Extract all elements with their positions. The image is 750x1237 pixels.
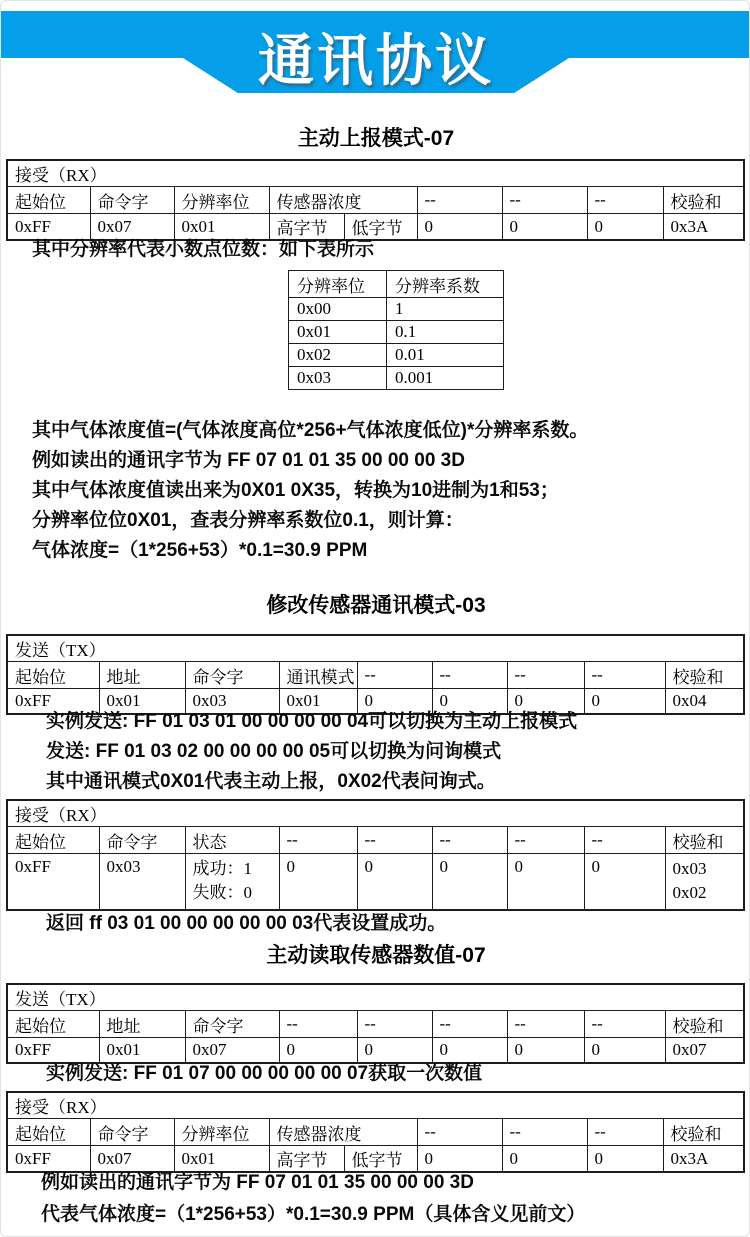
table-caption-row [7, 800, 744, 827]
cell: 0x07 [185, 1038, 279, 1063]
cell: 0x04 [665, 689, 744, 714]
cell: -- [584, 1011, 665, 1038]
cell: -- [507, 662, 584, 689]
cell: 分辨率位 [174, 1119, 269, 1146]
rx-report-frame-table [6, 159, 745, 241]
cell: 0x3A [663, 1146, 744, 1173]
cell: -- [502, 1119, 587, 1146]
rx-status-frame-table [6, 799, 745, 911]
cell: 命令字 [185, 1011, 279, 1038]
cell: -- [502, 187, 587, 214]
cell: 0 [507, 854, 584, 910]
cell: -- [587, 187, 663, 214]
cell: 起始位 [7, 1119, 90, 1146]
cell: 0xFF [7, 1146, 90, 1173]
cell: 0.001 [387, 367, 504, 390]
cell: 0x3A [663, 214, 744, 241]
cell: 地址 [99, 662, 185, 689]
cell: 命令字 [185, 662, 279, 689]
cell: 0x01 [289, 321, 387, 344]
cell: 校验和 [665, 1011, 744, 1038]
table-header-row [7, 1119, 744, 1146]
table-row [7, 854, 744, 910]
cell: 0 [432, 689, 507, 714]
cell: 校验和 [665, 662, 744, 689]
cell: -- [357, 662, 432, 689]
cell: 起始位 [7, 827, 99, 854]
cell: 接受（RX） [7, 800, 744, 827]
table-caption-row [7, 635, 744, 662]
cell: 0x03 [185, 689, 279, 714]
footer-line: 代表气体浓度=（1*256+53）*0.1=30.9 PPM（具体含义见前文） [41, 1204, 586, 1225]
cell: 0 [587, 214, 663, 241]
cell: 0x01 [174, 214, 269, 241]
mode-switch-notes [46, 707, 577, 797]
cell: 0 [279, 854, 357, 910]
table-header-row [7, 187, 744, 214]
cell: -- [432, 1011, 507, 1038]
cell: 0 [279, 1038, 357, 1063]
cell: 0x02 [289, 344, 387, 367]
cell: 低字节 [344, 214, 417, 241]
cell: 0 [587, 1146, 663, 1173]
cell: 0 [417, 214, 502, 241]
table-row [289, 298, 504, 321]
status-cell [185, 854, 279, 910]
resolution-note: 其中分辨率代表小数点位数：如下表所示 [32, 239, 375, 260]
cell: 0xFF [7, 854, 99, 910]
table-header-row [7, 662, 744, 689]
paragraph-line: 其中气体浓度值读出来为0X01 0X35，转换为10进制为1和53； [32, 480, 559, 501]
table-caption-row [7, 984, 744, 1011]
cell: 分辨率位 [174, 187, 269, 214]
cell: 0x01 [99, 1038, 185, 1063]
cell: 起始位 [7, 662, 99, 689]
table-row [289, 344, 504, 367]
set-success-note: 返回 ff 03 01 00 00 00 00 00 03代表设置成功。 [46, 913, 447, 934]
cell: -- [507, 827, 584, 854]
cell: 0x07 [90, 214, 174, 241]
cell: 起始位 [7, 1011, 99, 1038]
page-title: 通讯协议 [258, 29, 494, 92]
cell: 0 [432, 1038, 507, 1063]
resolution-coefficient-table [288, 270, 504, 390]
checksum-cell [665, 854, 744, 910]
cell: -- [279, 1011, 357, 1038]
cell: 0 [507, 689, 584, 714]
cell: 0 [357, 1038, 432, 1063]
cell: -- [584, 662, 665, 689]
table-row [289, 321, 504, 344]
checksum-line: 0x02 [672, 883, 707, 902]
status-fail: 失败：0 [192, 883, 252, 902]
cell: 发送（TX） [7, 635, 744, 662]
note-line: 其中通讯模式0X01代表主动上报，0X02代表问询式。 [46, 771, 496, 792]
cell: 起始位 [7, 187, 90, 214]
cell: 校验和 [665, 827, 744, 854]
section2-heading: 修改传感器通讯模式-03 [266, 594, 486, 617]
cell: 校验和 [663, 1119, 744, 1146]
cell: -- [357, 1011, 432, 1038]
cell: 0x01 [279, 689, 357, 714]
cell: 高字节 [269, 214, 344, 241]
cell: 命令字 [99, 827, 185, 854]
cell: 分辨率系数 [387, 271, 504, 298]
footer-line: 例如读出的通讯字节为 FF 07 01 01 35 00 00 00 3D [41, 1172, 474, 1193]
table-header-row [289, 271, 504, 298]
paragraph-line: 分辨率位位0X01，查表分辨率系数位0.1，则计算： [32, 510, 464, 531]
cell: 0xFF [7, 214, 90, 241]
cell: 0x07 [90, 1146, 174, 1173]
cell: 命令字 [90, 187, 174, 214]
checksum-line: 0x03 [672, 859, 707, 878]
cell: 0 [584, 854, 665, 910]
cell: -- [417, 187, 502, 214]
cell: 0x03 [289, 367, 387, 390]
cell: 命令字 [90, 1119, 174, 1146]
rx-value-frame-table [6, 1091, 745, 1173]
cell: 0x00 [289, 298, 387, 321]
note-line: 发送: FF 01 03 02 00 00 00 00 05可以切换为问询模式 [46, 741, 502, 762]
cell: 1 [387, 298, 504, 321]
tx-read-frame-table [6, 983, 745, 1064]
cell: 地址 [99, 1011, 185, 1038]
cell: -- [417, 1119, 502, 1146]
cell: 低字节 [344, 1146, 417, 1173]
cell: 0 [502, 1146, 587, 1173]
paragraph-line: 气体浓度=（1*256+53）*0.1=30.9 PPM [32, 540, 368, 561]
cell: 分辨率位 [289, 271, 387, 298]
cell: 0.01 [387, 344, 504, 367]
cell: 0 [584, 689, 665, 714]
table-caption-row [7, 160, 744, 187]
cell: 0 [502, 214, 587, 241]
table-header-row [7, 1011, 744, 1038]
cell: 接受（RX） [7, 1092, 744, 1119]
table-caption-row [7, 1092, 744, 1119]
section3-heading: 主动读取传感器数值-07 [266, 944, 486, 967]
cell: -- [507, 1011, 584, 1038]
cell: -- [432, 827, 507, 854]
cell: -- [357, 827, 432, 854]
cell: 0.1 [387, 321, 504, 344]
paragraph-line: 其中气体浓度值=(气体浓度高位*256+气体浓度低位)*分辨率系数。 [32, 420, 589, 441]
cell: 接受（RX） [7, 160, 744, 187]
footer-notes [41, 1168, 585, 1232]
cell: 0 [357, 689, 432, 714]
cell: 校验和 [663, 187, 744, 214]
cell: -- [432, 662, 507, 689]
note-line: 实例发送: FF 01 03 01 00 00 00 00 04可以切换为主动上报模式 [46, 711, 578, 732]
cell: 传感器浓度 [269, 1119, 417, 1146]
cell: -- [584, 827, 665, 854]
cell: 通讯模式 [279, 662, 357, 689]
cell: 0xFF [7, 689, 99, 714]
cell: 0x01 [99, 689, 185, 714]
calculation-paragraph [32, 416, 588, 566]
cell: 0 [507, 1038, 584, 1063]
cell: 0 [417, 1146, 502, 1173]
cell: 高字节 [269, 1146, 344, 1173]
cell: 0 [584, 1038, 665, 1063]
cell: 0 [357, 854, 432, 910]
cell: 0x03 [99, 854, 185, 910]
cell: 0x01 [174, 1146, 269, 1173]
paragraph-line: 例如读出的通讯字节为 FF 07 01 01 35 00 00 00 3D [32, 450, 465, 471]
status-success: 成功：1 [192, 859, 252, 878]
cell: 状态 [185, 827, 279, 854]
section1-heading: 主动上报模式-07 [297, 127, 455, 150]
cell: 0 [432, 854, 507, 910]
cell: -- [279, 827, 357, 854]
cell: 0x07 [665, 1038, 744, 1063]
cell: 发送（TX） [7, 984, 744, 1011]
cell: 传感器浓度 [269, 187, 417, 214]
read-example-note: 实例发送: FF 01 07 00 00 00 00 00 07获取一次数值 [46, 1063, 483, 1084]
tx-set-mode-frame-table [6, 634, 745, 715]
table-row [289, 367, 504, 390]
cell: -- [587, 1119, 663, 1146]
cell: 0xFF [7, 1038, 99, 1063]
table-header-row [7, 827, 744, 854]
